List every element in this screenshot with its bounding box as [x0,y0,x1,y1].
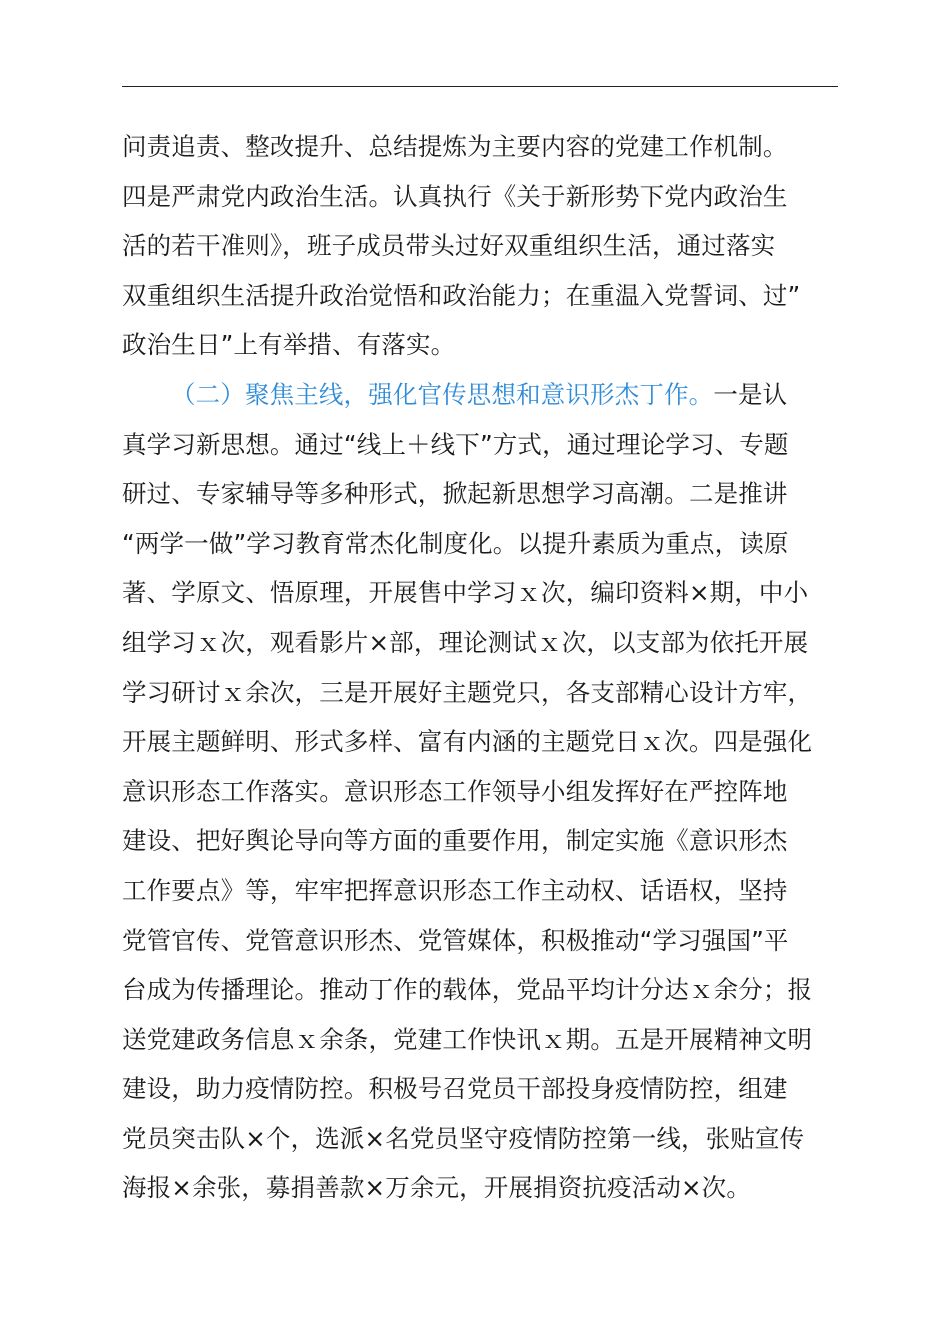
section-heading: （二）聚焦主线，强化官传思想和意识形杰丁作。 [171,379,714,409]
paragraph-line: 真学习新思想。通过“线上＋线下”方式，通过理论学习、专题 [122,429,789,459]
paragraph-line: 问责追责、整改提升、总结提炼为主要内容的党建工作机制。 [122,132,788,161]
paragraph-line: 台成为传播理论。推动丁作的载体，党品平均计分达ｘ余分；报 [122,975,813,1005]
paragraph-line: 组学习ｘ次，观看影片×部，理论测试ｘ次，以支部为依托开展 [122,627,809,657]
paragraph-line: 学习研讨ｘ余次，三是开展好主题党只，各支部精心设计方牢， [122,677,813,707]
paragraph-line: 海报×余张，募捐善款×万余元，开展捐资抗疫活动×次。 [122,1173,751,1203]
paragraph-line: 意识形态工作落实。意识形态工作领导小组发挥好在严控阵地 [122,776,788,806]
paragraph-line: 党管官传、党管意识形杰、党管媒体，积极推动“学习强国”平 [122,925,789,955]
section-heading-line [122,370,838,420]
paragraph-line-rest: 一是认 [713,379,788,409]
paragraph-line: 开展主题鲜明、形式多样、富有内涵的主题党日ｘ次。四是强化 [122,727,813,757]
paragraph-line: 著、学原文、悟原理，开展售中学习ｘ次，编印资料×期，中小 [122,578,809,608]
paragraph-line: 活的若干准则》，班子成员带头过好双重组织生活，通过落实 [122,231,776,261]
header-rule [122,86,838,87]
paragraph-line: 研过、专家辅导等多种形式，掀起新思想学习高潮。二是推讲 [122,479,788,509]
paragraph-line: 党员突击队×个，选派×名党员坚守疫情防控第一线，张贴宣传 [122,1123,805,1153]
paragraph-line: 建设、把好舆论导向等方面的重要作用，制定实施《意识形杰 [122,826,788,856]
paragraph-line: 送党建政务信息ｘ余条，党建工作快讯ｘ期。五是开展精神文明 [122,1024,813,1054]
paragraph-line: 四是严肃党内政治生活。认真执行《关于新形势下党内政治生 [122,181,788,211]
paragraph-line: 政治生日”上有举措、有落实。 [122,330,456,360]
paragraph-line: “两学一做”学习教育常杰化制度化。以提升素质为重点，读原 [122,528,789,558]
document-body [122,122,838,1213]
paragraph-line: 工作要点》等，牢牢把挥意识形态工作主动权、话语权，坚持 [122,875,788,905]
paragraph-line: 双重组织生活提升政治觉悟和政治能力；在重温入党誓词、过” [122,280,801,310]
paragraph-line: 建设，助力疫情防控。积极号召党员干部投身疫情防控，组建 [122,1074,788,1104]
